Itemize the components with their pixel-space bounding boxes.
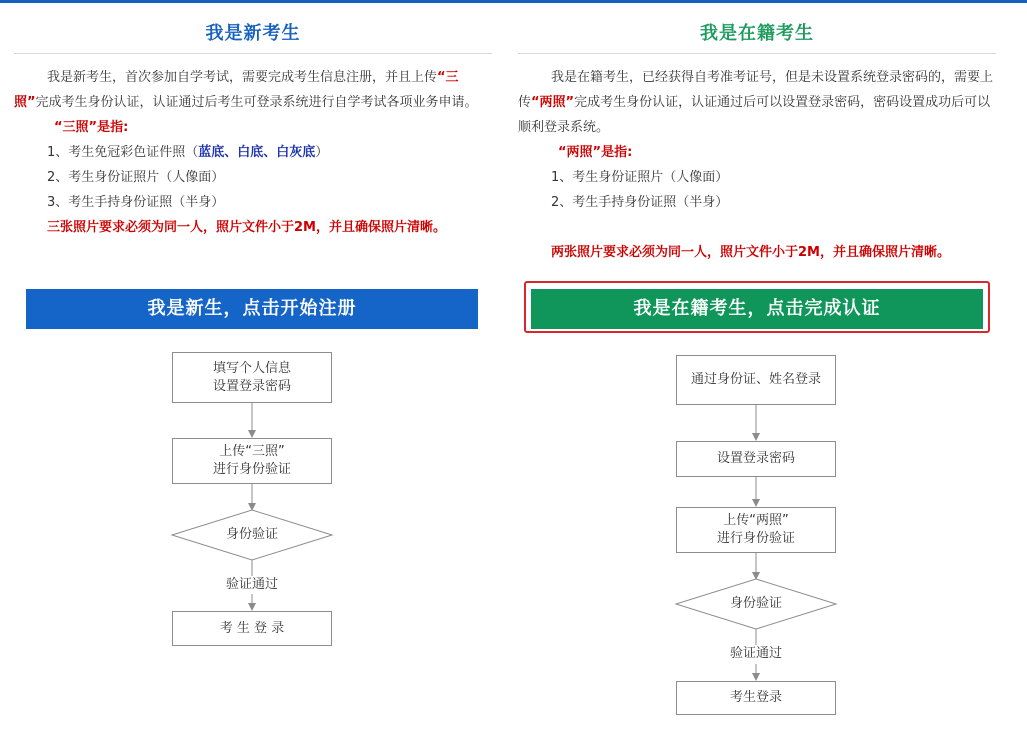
new-student-photo-item: 3、考生手持身份证照（半身） (47, 195, 225, 210)
enrolled-student-photos-heading: “两照”是指: (558, 145, 633, 160)
flow-pass-label: 验证通过 (202, 576, 302, 594)
new-student-photo-item: 2、考生身份证照片（人像面） (47, 170, 225, 185)
enrolled-student-photo-item: 2、考生手持身份证照（半身） (551, 195, 729, 210)
new-student-photo-warning: 三张照片要求必须为同一人，照片文件小于2M，并且确保照片清晰。 (47, 220, 446, 235)
flow-step-set-password: 设置登录密码 (676, 441, 836, 477)
new-student-title: 我是新考生 (14, 3, 492, 54)
enrolled-student-photo-warning: 两张照片要求必须为同一人，照片文件小于2M，并且确保照片清晰。 (551, 245, 950, 260)
new-student-photos-heading: “三照”是指: (54, 120, 129, 135)
flow-step-upload-photos: 上传“两照” 进行身份验证 (676, 507, 836, 553)
flow-decision-label: 身份验证 (729, 596, 782, 611)
flow-step-login: 考 生 登 录 (172, 611, 332, 646)
flow-pass-label: 验证通过 (706, 645, 806, 663)
enrolled-student-title: 我是在籍考生 (518, 3, 996, 54)
new-student-photo-item: 1、考生免冠彩色证件照（蓝底、白底、白灰底） (47, 145, 329, 160)
complete-verification-button[interactable]: 我是在籍考生，点击完成认证 (531, 289, 983, 329)
flow-step-upload-photos: 上传“三照” 进行身份验证 (172, 438, 332, 484)
flow-step-login: 考生登录 (676, 681, 836, 715)
start-registration-button[interactable]: 我是新生，点击开始注册 (26, 289, 478, 329)
flow-decision-label: 身份验证 (225, 527, 278, 542)
flow-step-fill-info: 填写个人信息 设置登录密码 (172, 352, 332, 403)
new-student-intro: 我是新考生，首次参加自学考试，需要完成考生信息注册，并且上传“三照”完成考生身份认证，认证通过后考生可登录系统进行自学考试各项业务申请。 (14, 70, 478, 110)
enrolled-student-intro: 我是在籍考生，已经获得自考准考证号，但是未设置系统登录密码的，需要上传“两照”完成考生身份认证，认证通过后可以设置登录密码，密码设置成功后可以顺利登录系统。 (518, 70, 994, 135)
flow-step-id-login: 通过身份证、姓名登录 (676, 355, 836, 405)
enrolled-student-photo-item: 1、考生身份证照片（人像面） (551, 170, 729, 185)
